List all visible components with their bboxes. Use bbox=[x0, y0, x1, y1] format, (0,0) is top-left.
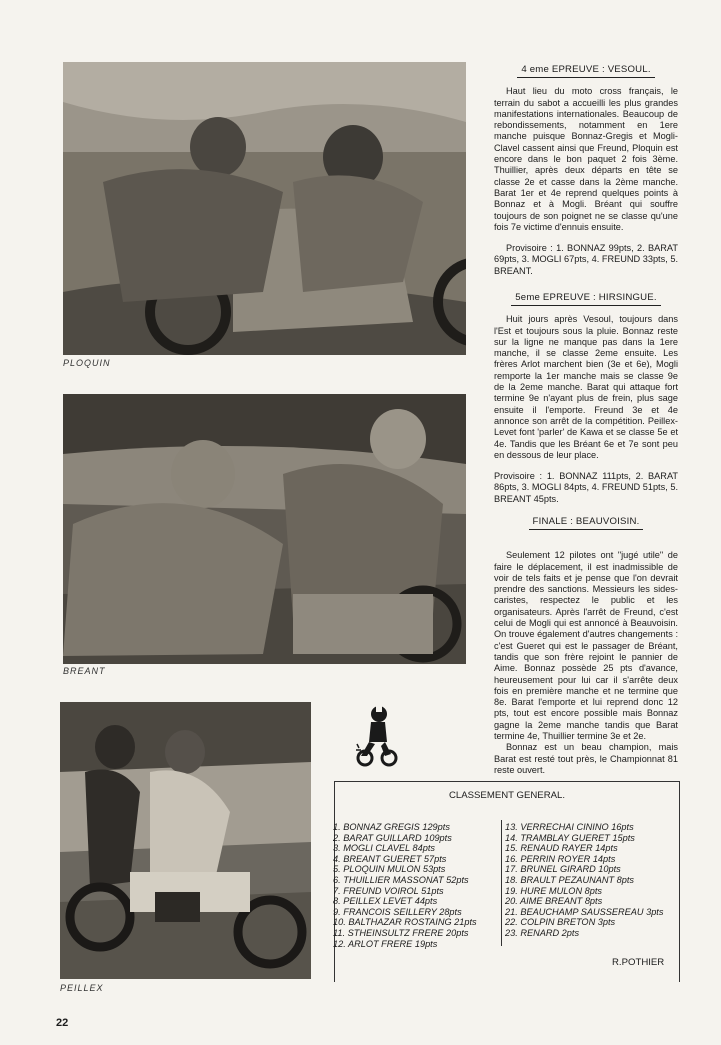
classement-entry: 2. BARAT GUILLARD 109pts bbox=[333, 832, 452, 843]
classement-entry: 15. RENAUD RAYER 14pts bbox=[505, 843, 618, 854]
classement-entry: 3. MOGLI CLAVEL 84pts bbox=[333, 843, 435, 854]
classement-entry: 21. BEAUCHAMP SAUSSEREAU 3pts bbox=[505, 906, 664, 917]
classement-entry: 19. HURE MULON 8pts bbox=[505, 885, 603, 896]
classement-divider bbox=[501, 820, 502, 946]
classement-entry: 11. STHEINSULTZ FRERE 20pts bbox=[333, 927, 469, 938]
classement-title: CLASSEMENT GENERAL. bbox=[448, 790, 566, 801]
rider-logo-icon bbox=[355, 704, 399, 768]
caption-peillex: PEILLEX bbox=[60, 983, 104, 993]
classement-entry: 9. FRANCOIS SEILLERY 28pts bbox=[333, 906, 462, 917]
section-beauvoisin bbox=[494, 516, 678, 776]
heading-vesoul: 4 eme EPREUVE : VESOUL. bbox=[517, 64, 654, 78]
classement-entry: 17. BRUNEL GIRARD 10pts bbox=[505, 864, 621, 875]
photo-breant bbox=[63, 394, 466, 664]
caption-breant: BREANT bbox=[63, 666, 106, 676]
provisoire-hirsingue: Provisoire : 1. BONNAZ 111pts, 2. BARAT 86pts, 3. MOGLI 84pts, 4. FREUND 51pts, 5. BREANT 45pts. bbox=[494, 471, 678, 504]
heading-hirsingue: 5eme EPREUVE : HIRSINGUE. bbox=[511, 292, 660, 306]
paragraph-beauvoisin-2: Bonnaz est un beau champion, mais Barat est resté tout près, le Championnat 81 reste ouvert. bbox=[494, 742, 678, 775]
classement-right-list bbox=[505, 822, 663, 939]
section-hirsingue bbox=[494, 292, 678, 505]
classement-entry: 7. FREUND VOIROL 51pts bbox=[333, 885, 444, 896]
paragraph-vesoul: Haut lieu du moto cross français, le terrain du sabot a accueilli les plus grandes manifestations internationales. Beaucoup de rebondissements, notamment en 1ere manche puisque Bonnaz-Gregis et Mogli-Clavel cassent ainsi que Freund, Ploquin est encore dans le bon paquet 2 fois 3ème. Thuillier, après deux départs en tête se classe 2e et casse dans la 2ème manche. Barat 1er et 4e reprend quelques points à Bonnaz et à Mogli. Bréant qui souffre toujours de son poignet ne se classe qu'une fois 7e victime d'ennuis ensuite. bbox=[494, 86, 678, 232]
paragraph-beauvoisin-1: Seulement 12 pilotes ont "jugé utile" de faire le déplacement, il est inadmissible de voir de tels faits et je pense que l'on devrait prendre des sanctions. Messieurs les sides-caristes, respectez le public et les organisateurs. Après l'arrêt de Freund, c'est celui de Mogli qui est annoncé à Beauvoisin. On trouve également d'autres changements : c'est Gueret qui est le passager de Bréant, tandis que son frère rejoint le pannier de Aime. Bonnaz possède 25 pts d'avance, heureusement pour lui car il s'arrête deux fois en première manche et ne termine que 8e. Barat l'emporte et lui reprend donc 12 pts, tout est encore possible mais Bonnaz gagne la 2eme manche tandis que Barat termine 4e, Thuillier termine 3e et 2e. bbox=[494, 550, 678, 742]
classement-entry: 14. TRAMBLAY GUERET 15pts bbox=[505, 832, 635, 843]
classement-entry: 4. BREANT GUERET 57pts bbox=[333, 853, 447, 864]
classement-entry: 8. PEILLEX LEVET 44pts bbox=[333, 896, 438, 907]
photo-ploquin bbox=[63, 62, 466, 355]
classement-entry: 16. PERRIN ROYER 14pts bbox=[505, 853, 616, 864]
classement-entry: 6. THUILLIER MASSONAT 52pts bbox=[333, 874, 469, 885]
provisoire-vesoul: Provisoire : 1. BONNAZ 99pts, 2. BARAT 69pts, 3. MOGLI 67pts, 4. FREUND 33pts, 5. BREANT. bbox=[494, 243, 678, 276]
classement-entry: 22. COLPIN BRETON 3pts bbox=[505, 917, 616, 928]
photo-peillex bbox=[60, 702, 311, 979]
classement-entry: 1. BONNAZ GREGIS 129pts bbox=[333, 822, 450, 832]
classement-entry: 23. RENARD 2pts bbox=[505, 927, 580, 938]
classement-entry: 18. BRAULT PEZAUNANT 8pts bbox=[505, 874, 635, 885]
heading-beauvoisin: FINALE : BEAUVOISIN. bbox=[529, 516, 644, 530]
page-number: 22 bbox=[56, 1017, 69, 1029]
classement-entry: 13. VERRECHAI CININO 16pts bbox=[505, 822, 634, 832]
caption-ploquin: PLOQUIN bbox=[63, 358, 111, 368]
section-vesoul bbox=[494, 64, 678, 277]
classement-entry: 5. PLOQUIN MULON 53pts bbox=[333, 864, 446, 875]
author-signature: R.POTHIER bbox=[612, 957, 665, 968]
classement-entry: 20. AIME BREANT 8pts bbox=[505, 896, 603, 907]
paragraph-hirsingue: Huit jours après Vesoul, toujours dans l'Est et toujours sous la pluie. Bonnaz reste sur la ligne ne manque pas dans la 1ere manche, il se classe 2eme ensuite. Les frères Arlot marchent bien (3e et 6e), Mogli remporte la 1er manche mais se classe 9e de la 2eme manche. Barat qui attaque fort termine 9e n'ayant plus de frein, plus sage ensuite il l'emporte. Freund 3e et 4e annonce son arrêt de la compétition. Peillex-Levet font 'parler' de Kawa et se classe 5e et 4e. Tandis que les Bréant 6e et 7e sont peu en dessous de leur place. bbox=[494, 314, 678, 460]
classement-left-list bbox=[333, 822, 477, 949]
classement-entry: 12. ARLOT FRERE 19pts bbox=[333, 938, 438, 949]
classement-entry: 10. BALTHAZAR ROSTAING 21pts bbox=[333, 917, 477, 928]
